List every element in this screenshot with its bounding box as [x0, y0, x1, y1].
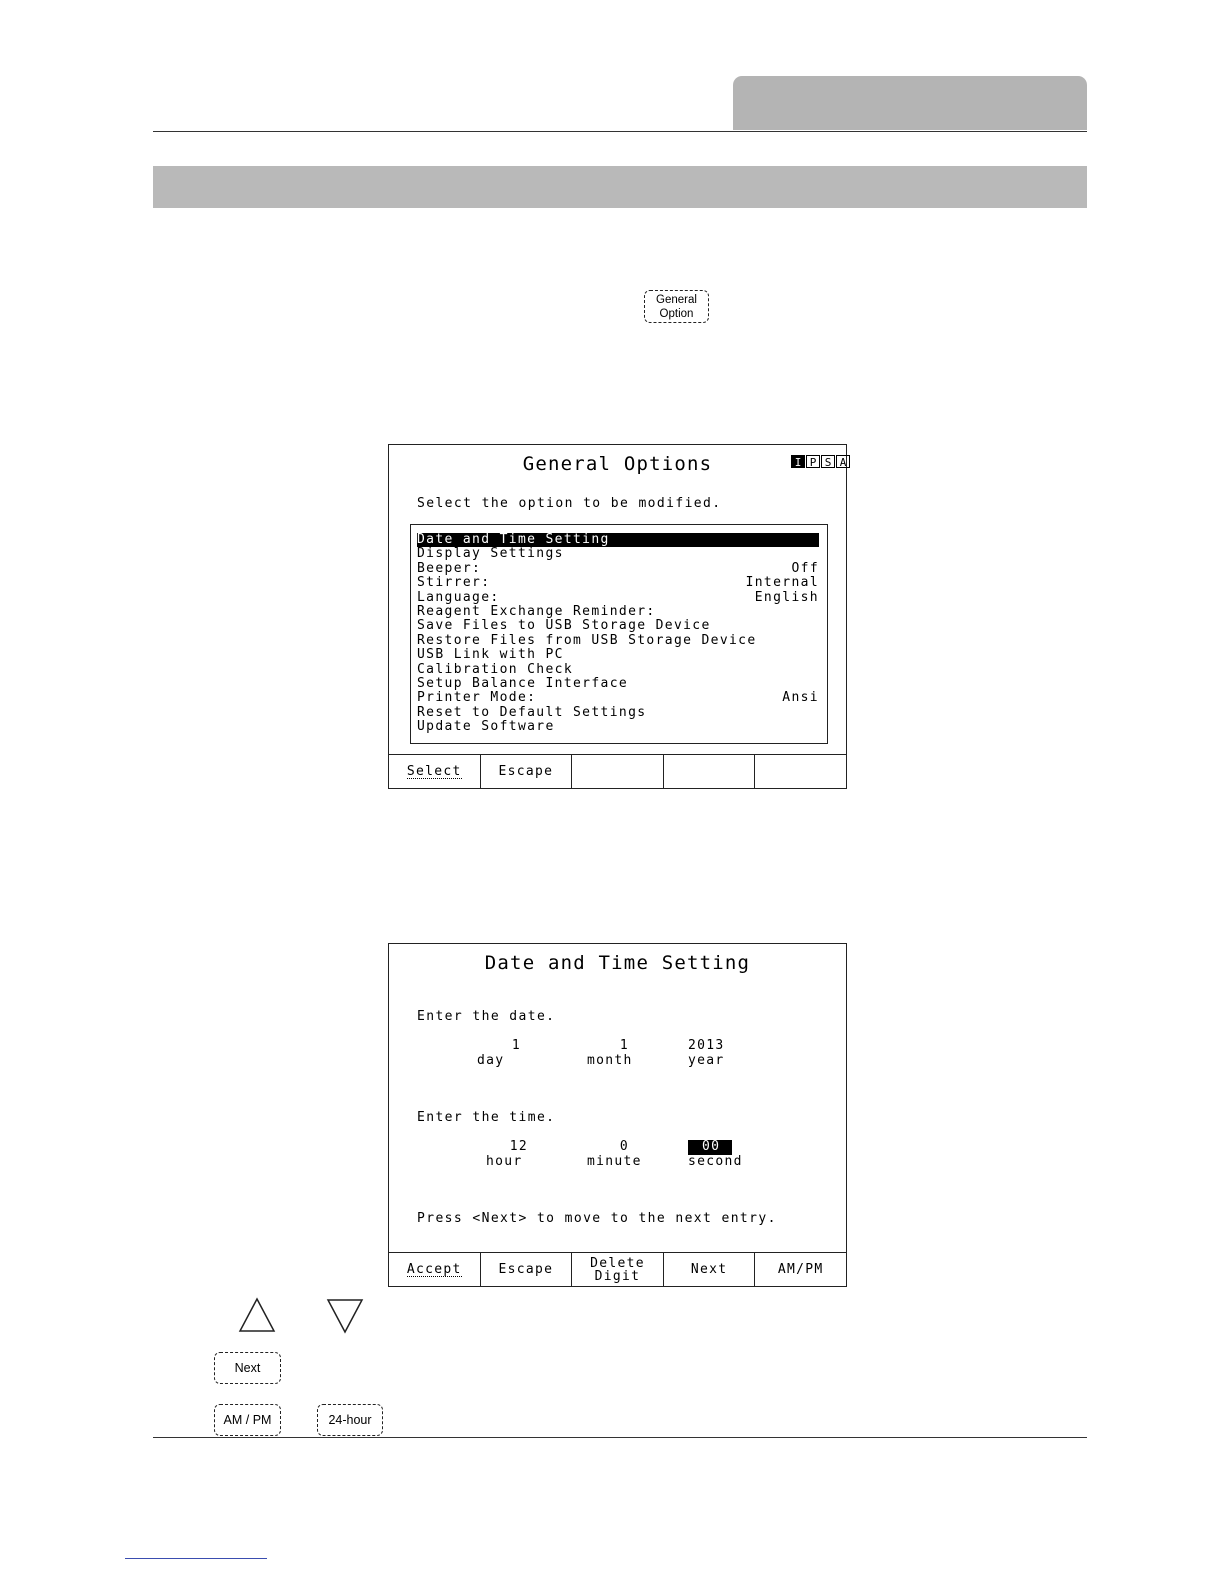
down-arrow-icon[interactable] — [325, 1298, 365, 1334]
softkey-bar — [389, 1252, 846, 1286]
escape-softkey[interactable] — [481, 1253, 573, 1286]
second-label: second — [688, 1153, 743, 1169]
footer-rule — [153, 1437, 1087, 1438]
year-value: 2013 — [688, 1038, 725, 1053]
day-field[interactable] — [477, 1039, 527, 1068]
mode-indicator-a: A — [836, 455, 850, 468]
list-item[interactable] — [417, 562, 819, 576]
list-item-value: Ansi — [782, 690, 819, 706]
list-item-label: Printer Mode: — [417, 690, 537, 706]
month-field[interactable] — [587, 1039, 639, 1068]
am-pm-key-label: AM / PM — [223, 1413, 272, 1427]
list-item[interactable] — [417, 547, 819, 561]
minute-label: minute — [587, 1153, 642, 1169]
mode-indicator-i: I — [791, 455, 805, 468]
softkey-bar — [389, 754, 846, 788]
second-value: 00 — [688, 1140, 732, 1155]
softkey-4[interactable] — [664, 755, 756, 788]
list-item[interactable] — [417, 605, 819, 619]
am-pm-softkey-label: AM/PM — [777, 1262, 824, 1277]
general-option-key-line1: General — [656, 293, 697, 306]
minute-value: 0 — [619, 1139, 629, 1154]
accept-softkey[interactable] — [389, 1253, 481, 1286]
list-item-label: Update Software — [417, 719, 555, 735]
delete-digit-softkey-label: Delete Digit — [590, 1255, 645, 1284]
accept-softkey-label: Accept — [406, 1261, 462, 1277]
list-item-label: Display Settings — [417, 546, 564, 562]
general-options-screen — [388, 444, 847, 789]
options-list — [410, 524, 828, 744]
next-softkey-label: Next — [690, 1262, 728, 1277]
footnote-link-underline — [125, 1558, 267, 1559]
screen-title: General Options — [522, 453, 713, 475]
list-item-label: Beeper: — [417, 560, 482, 576]
general-option-key[interactable] — [644, 290, 709, 323]
minute-field[interactable] — [587, 1140, 649, 1169]
up-arrow-icon[interactable] — [237, 1297, 277, 1333]
24-hour-key-label: 24-hour — [328, 1413, 372, 1427]
list-item-label: Language: — [417, 589, 500, 605]
next-softkey[interactable] — [664, 1253, 756, 1286]
list-item[interactable] — [417, 591, 819, 605]
screen-title: Date and Time Setting — [484, 952, 751, 974]
list-item-label: Reset to Default Settings — [417, 704, 647, 720]
mode-indicator — [791, 455, 850, 468]
list-item-label: Save Files to USB Storage Device — [417, 618, 711, 634]
year-label: year — [688, 1052, 725, 1068]
list-item-label: Reagent Exchange Reminder: — [417, 604, 656, 619]
second-field[interactable] — [688, 1140, 750, 1169]
list-item-label: Date and Time Setting — [417, 532, 610, 547]
escape-softkey-label: Escape — [498, 764, 554, 779]
list-item-value: Off — [791, 560, 819, 576]
header-tab — [733, 76, 1087, 130]
day-label: day — [477, 1052, 505, 1068]
list-item-label: Restore Files from USB Storage Device — [417, 632, 757, 648]
24-hour-key[interactable] — [317, 1404, 383, 1436]
list-item-label: Stirrer: — [417, 575, 491, 591]
list-item[interactable] — [417, 663, 819, 677]
list-item[interactable] — [417, 634, 819, 648]
list-item-label: Setup Balance Interface — [417, 676, 629, 691]
general-option-key-line2: Option — [659, 307, 694, 320]
am-pm-softkey[interactable] — [755, 1253, 846, 1286]
list-item[interactable] — [417, 706, 819, 720]
header-rule — [153, 131, 1087, 132]
month-value: 1 — [619, 1038, 629, 1053]
hint-text: Press <Next> to move to the next entry. — [417, 1211, 777, 1226]
list-item-label: USB Link with PC — [417, 647, 564, 663]
list-item[interactable] — [417, 576, 819, 590]
list-item-value: English — [754, 589, 819, 605]
softkey-3[interactable] — [572, 755, 664, 788]
date-time-screen — [388, 943, 847, 1287]
month-label: month — [587, 1052, 633, 1068]
am-pm-key[interactable] — [214, 1404, 281, 1436]
list-item[interactable] — [417, 691, 819, 705]
date-prompt: Enter the date. — [417, 1009, 556, 1024]
select-softkey-label: Select — [406, 763, 462, 779]
list-item[interactable] — [417, 677, 819, 691]
day-value: 1 — [511, 1038, 521, 1053]
hour-value: 12 — [509, 1139, 528, 1154]
screen-prompt: Select the option to be modified. — [417, 496, 722, 511]
year-field[interactable] — [688, 1039, 734, 1068]
section-heading-bar — [153, 166, 1087, 208]
mode-indicator-s: S — [821, 455, 835, 468]
list-item[interactable] — [417, 619, 819, 633]
escape-softkey-label: Escape — [498, 1262, 554, 1277]
escape-softkey[interactable] — [481, 755, 573, 788]
mode-indicator-p: P — [806, 455, 820, 468]
hour-field[interactable] — [486, 1140, 530, 1169]
softkey-5[interactable] — [755, 755, 846, 788]
list-item[interactable] — [417, 720, 819, 734]
list-item-label: Calibration Check — [417, 661, 574, 677]
next-key-label: Next — [234, 1361, 261, 1375]
list-item-value: Internal — [745, 575, 819, 591]
list-item[interactable] — [417, 533, 819, 547]
hour-label: hour — [486, 1153, 523, 1169]
time-prompt: Enter the time. — [417, 1110, 556, 1125]
list-item[interactable] — [417, 648, 819, 662]
select-softkey[interactable] — [389, 755, 481, 788]
next-key[interactable] — [214, 1352, 281, 1384]
delete-digit-softkey[interactable] — [572, 1253, 664, 1286]
